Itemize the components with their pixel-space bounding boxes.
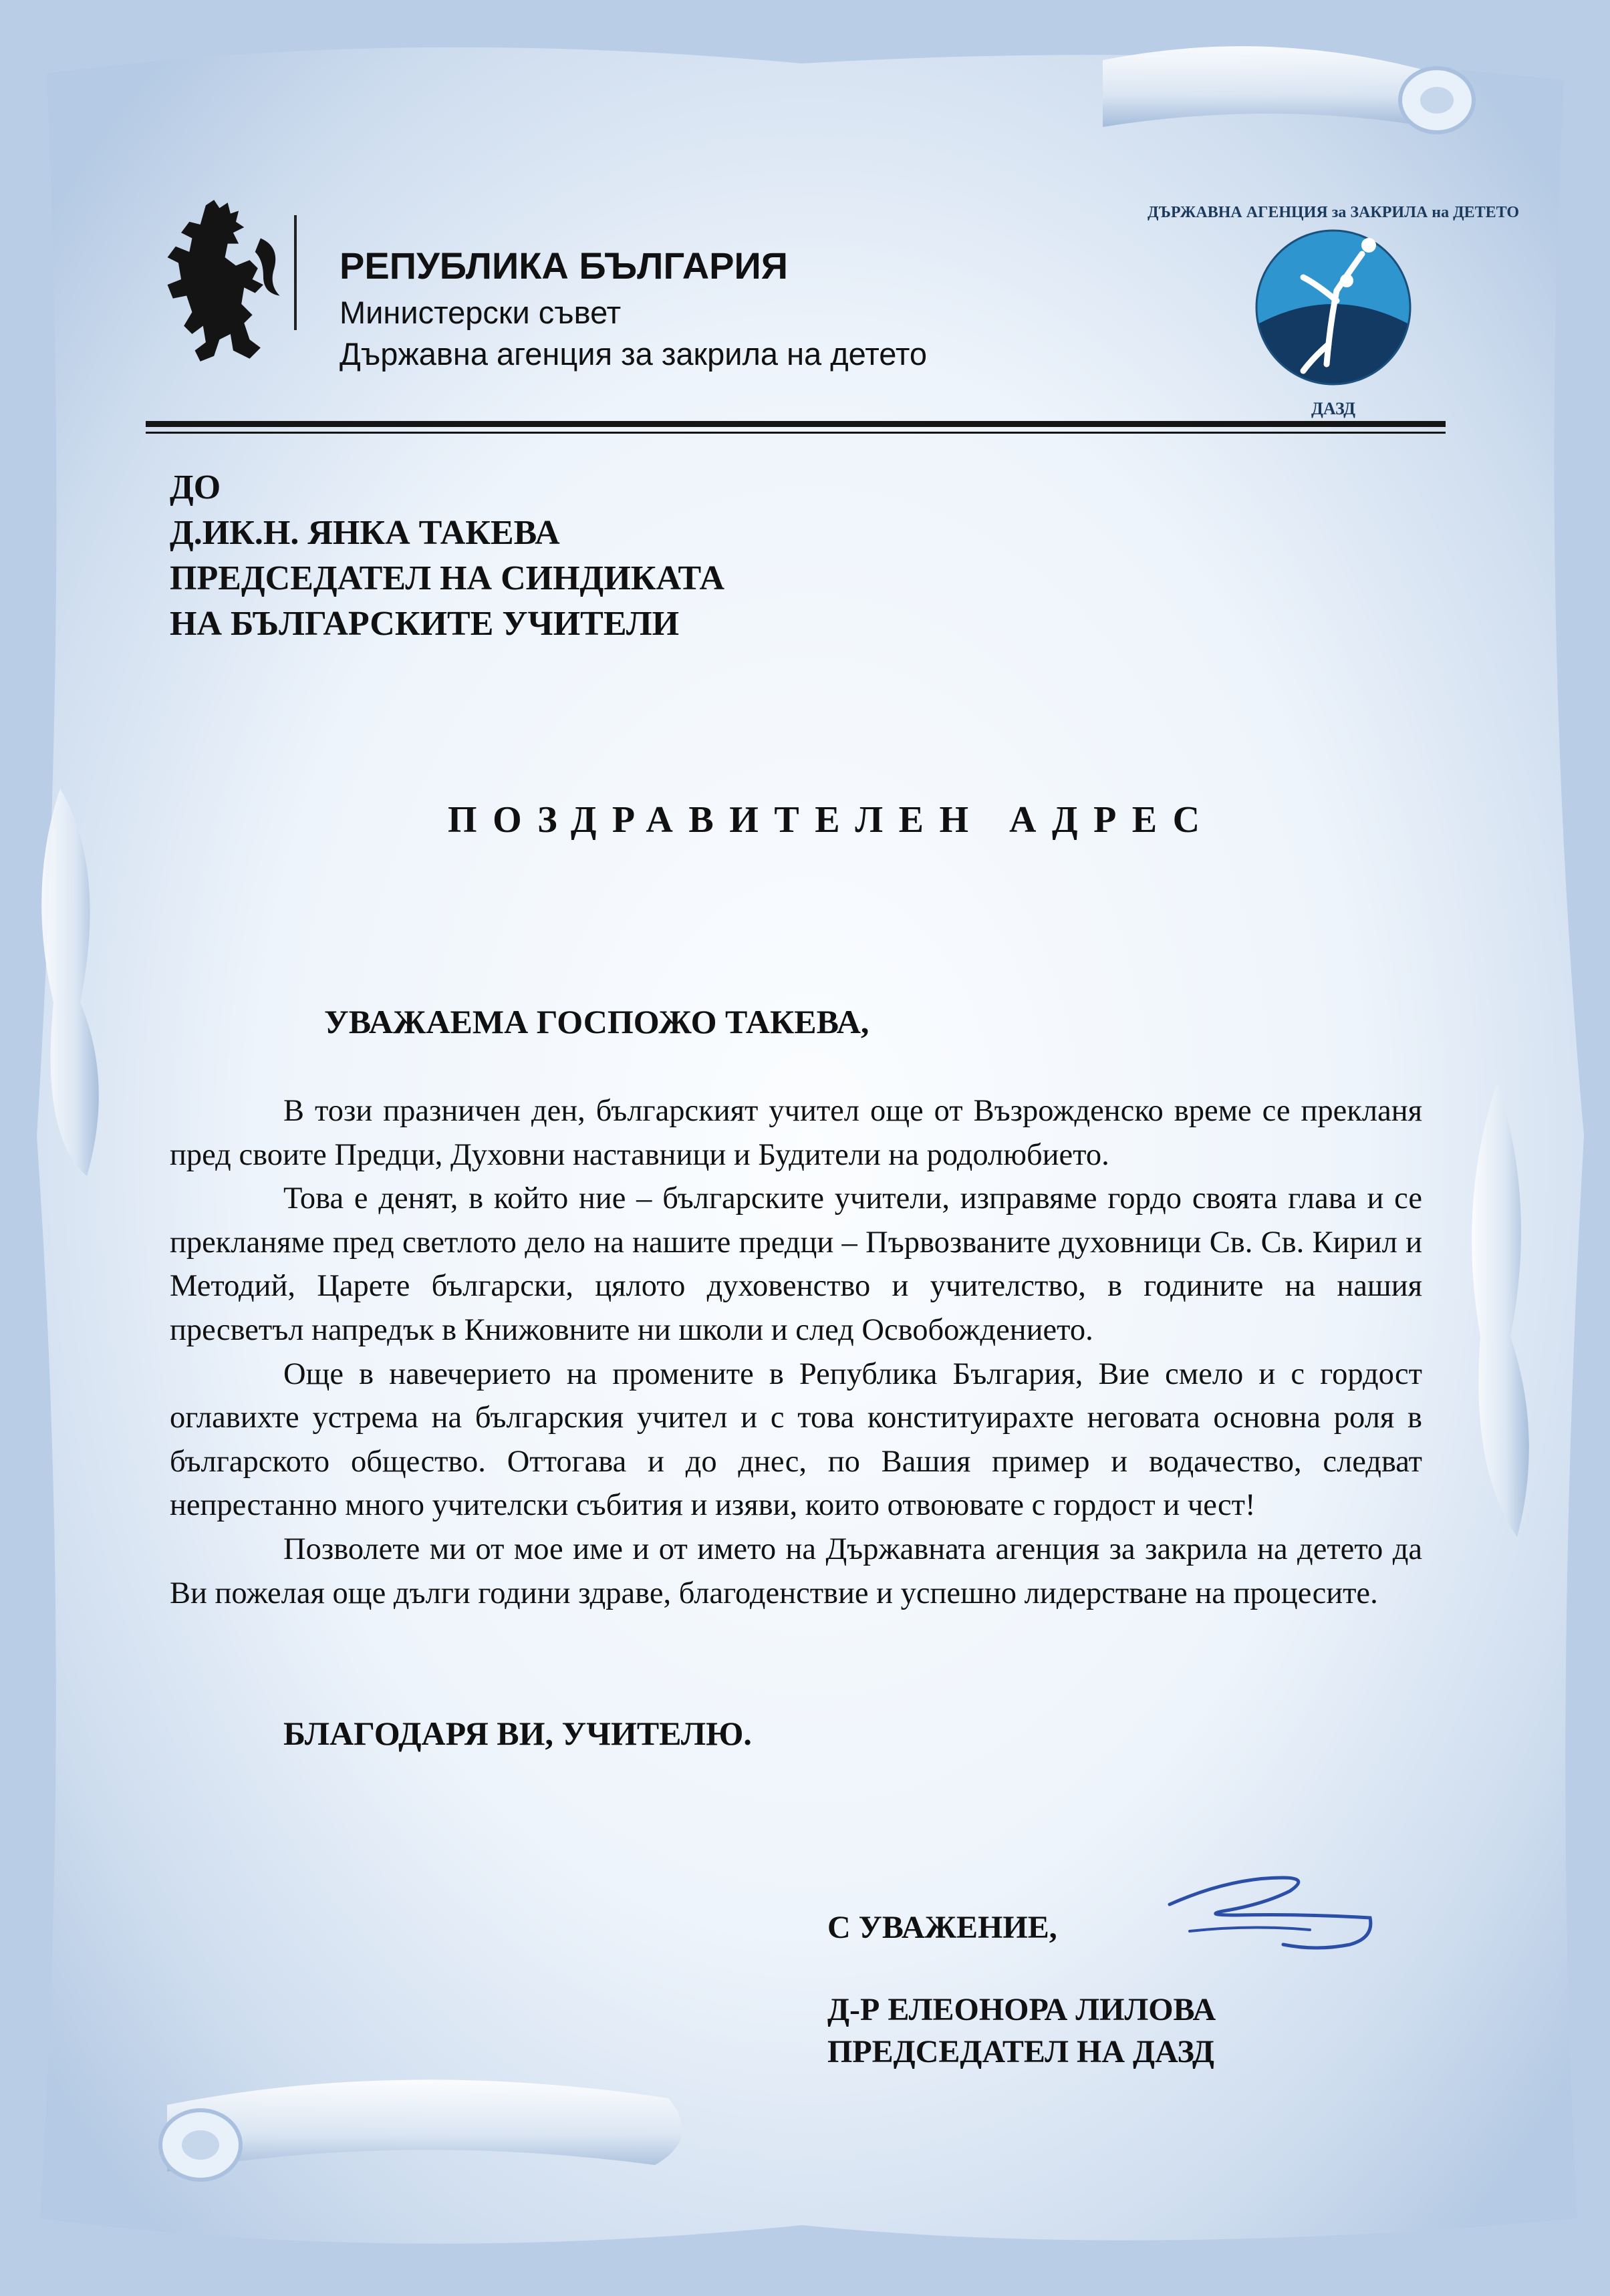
header-divider [294, 215, 297, 330]
recipient-to: ДО [170, 468, 221, 507]
letter-body [170, 1089, 1422, 1615]
document-title: ПОЗДРАВИТЕЛЕН АДРЕС [448, 799, 1216, 841]
paragraph: Това е денят, в който ние – българските учители, изправяме гордо своята глава и се прекланяме пред светлото дело на нашите предци – Първозваните духовници Св. Св. Кирил и Методий, Царете български, цялото духовенство и учителство, в годините на нашия пресветъл напредък в Книжовните ни школи и след Освобождението. [170, 1181, 1422, 1347]
handwritten-signature [1150, 1851, 1390, 1971]
lion-icon [154, 197, 291, 364]
signer-name: Д-Р ЕЛЕОНОРА ЛИЛОВА [827, 1992, 1216, 2027]
recipient-name: Д.ИК.Н. ЯНКА ТАКЕВА [170, 514, 560, 552]
paragraph: В този празничен ден, българският учител още от Възрожденско време се прекланя пред своите Предци, Духовни наставници и Будители на родолюбието. [170, 1094, 1422, 1172]
header-agency: Държавна агенция за закрила на детето [340, 336, 927, 372]
recipient-role: ПРЕДСЕДАТЕЛ НА СИНДИКАТА [170, 559, 725, 597]
closing-regards: С УВАЖЕНИЕ, [827, 1910, 1057, 1945]
header-rule [146, 421, 1446, 427]
paragraph: Още в навечерието на промените в Република България, Вие смело и с гордост оглавихте устрема на българския учител и с това конституирахте неговата основна роля в българското общество. Оттогава и до днес, по Вашия пример и водачество, следват непрестанно много учителски събития и изяви, които отвоювате с гордост и чест! [170, 1356, 1422, 1523]
thanks-line: БЛАГОДАРЯ ВИ, УЧИТЕЛЮ. [283, 1715, 752, 1752]
salutation: УВАЖАЕМА ГОСПОЖО ТАКЕВА, [324, 1003, 869, 1040]
signer-role: ПРЕДСЕДАТЕЛ НА ДАЗД [827, 2034, 1214, 2069]
header-country: РЕПУБЛИКА БЪЛГАРИЯ [340, 245, 788, 287]
seal-text-top: ДЪРЖАВНА АГЕНЦИЯ за ЗАКРИЛА на ДЕТЕТО [1147, 204, 1520, 221]
paragraph: Позволете ми от мое име и от името на Държавната агенция за закрила на детето да Ви пожелая още дълги години здраве, благоденствие и успешно лидерстване на процесите. [170, 1532, 1422, 1610]
agency-seal-logo [1147, 190, 1520, 424]
seal-text-bottom: ДАЗД [1311, 399, 1356, 418]
header-rule-thin [146, 432, 1446, 434]
recipient-org: НА БЪЛГАРСКИТЕ УЧИТЕЛИ [170, 605, 680, 643]
header-council: Министерски съвет [340, 295, 622, 330]
